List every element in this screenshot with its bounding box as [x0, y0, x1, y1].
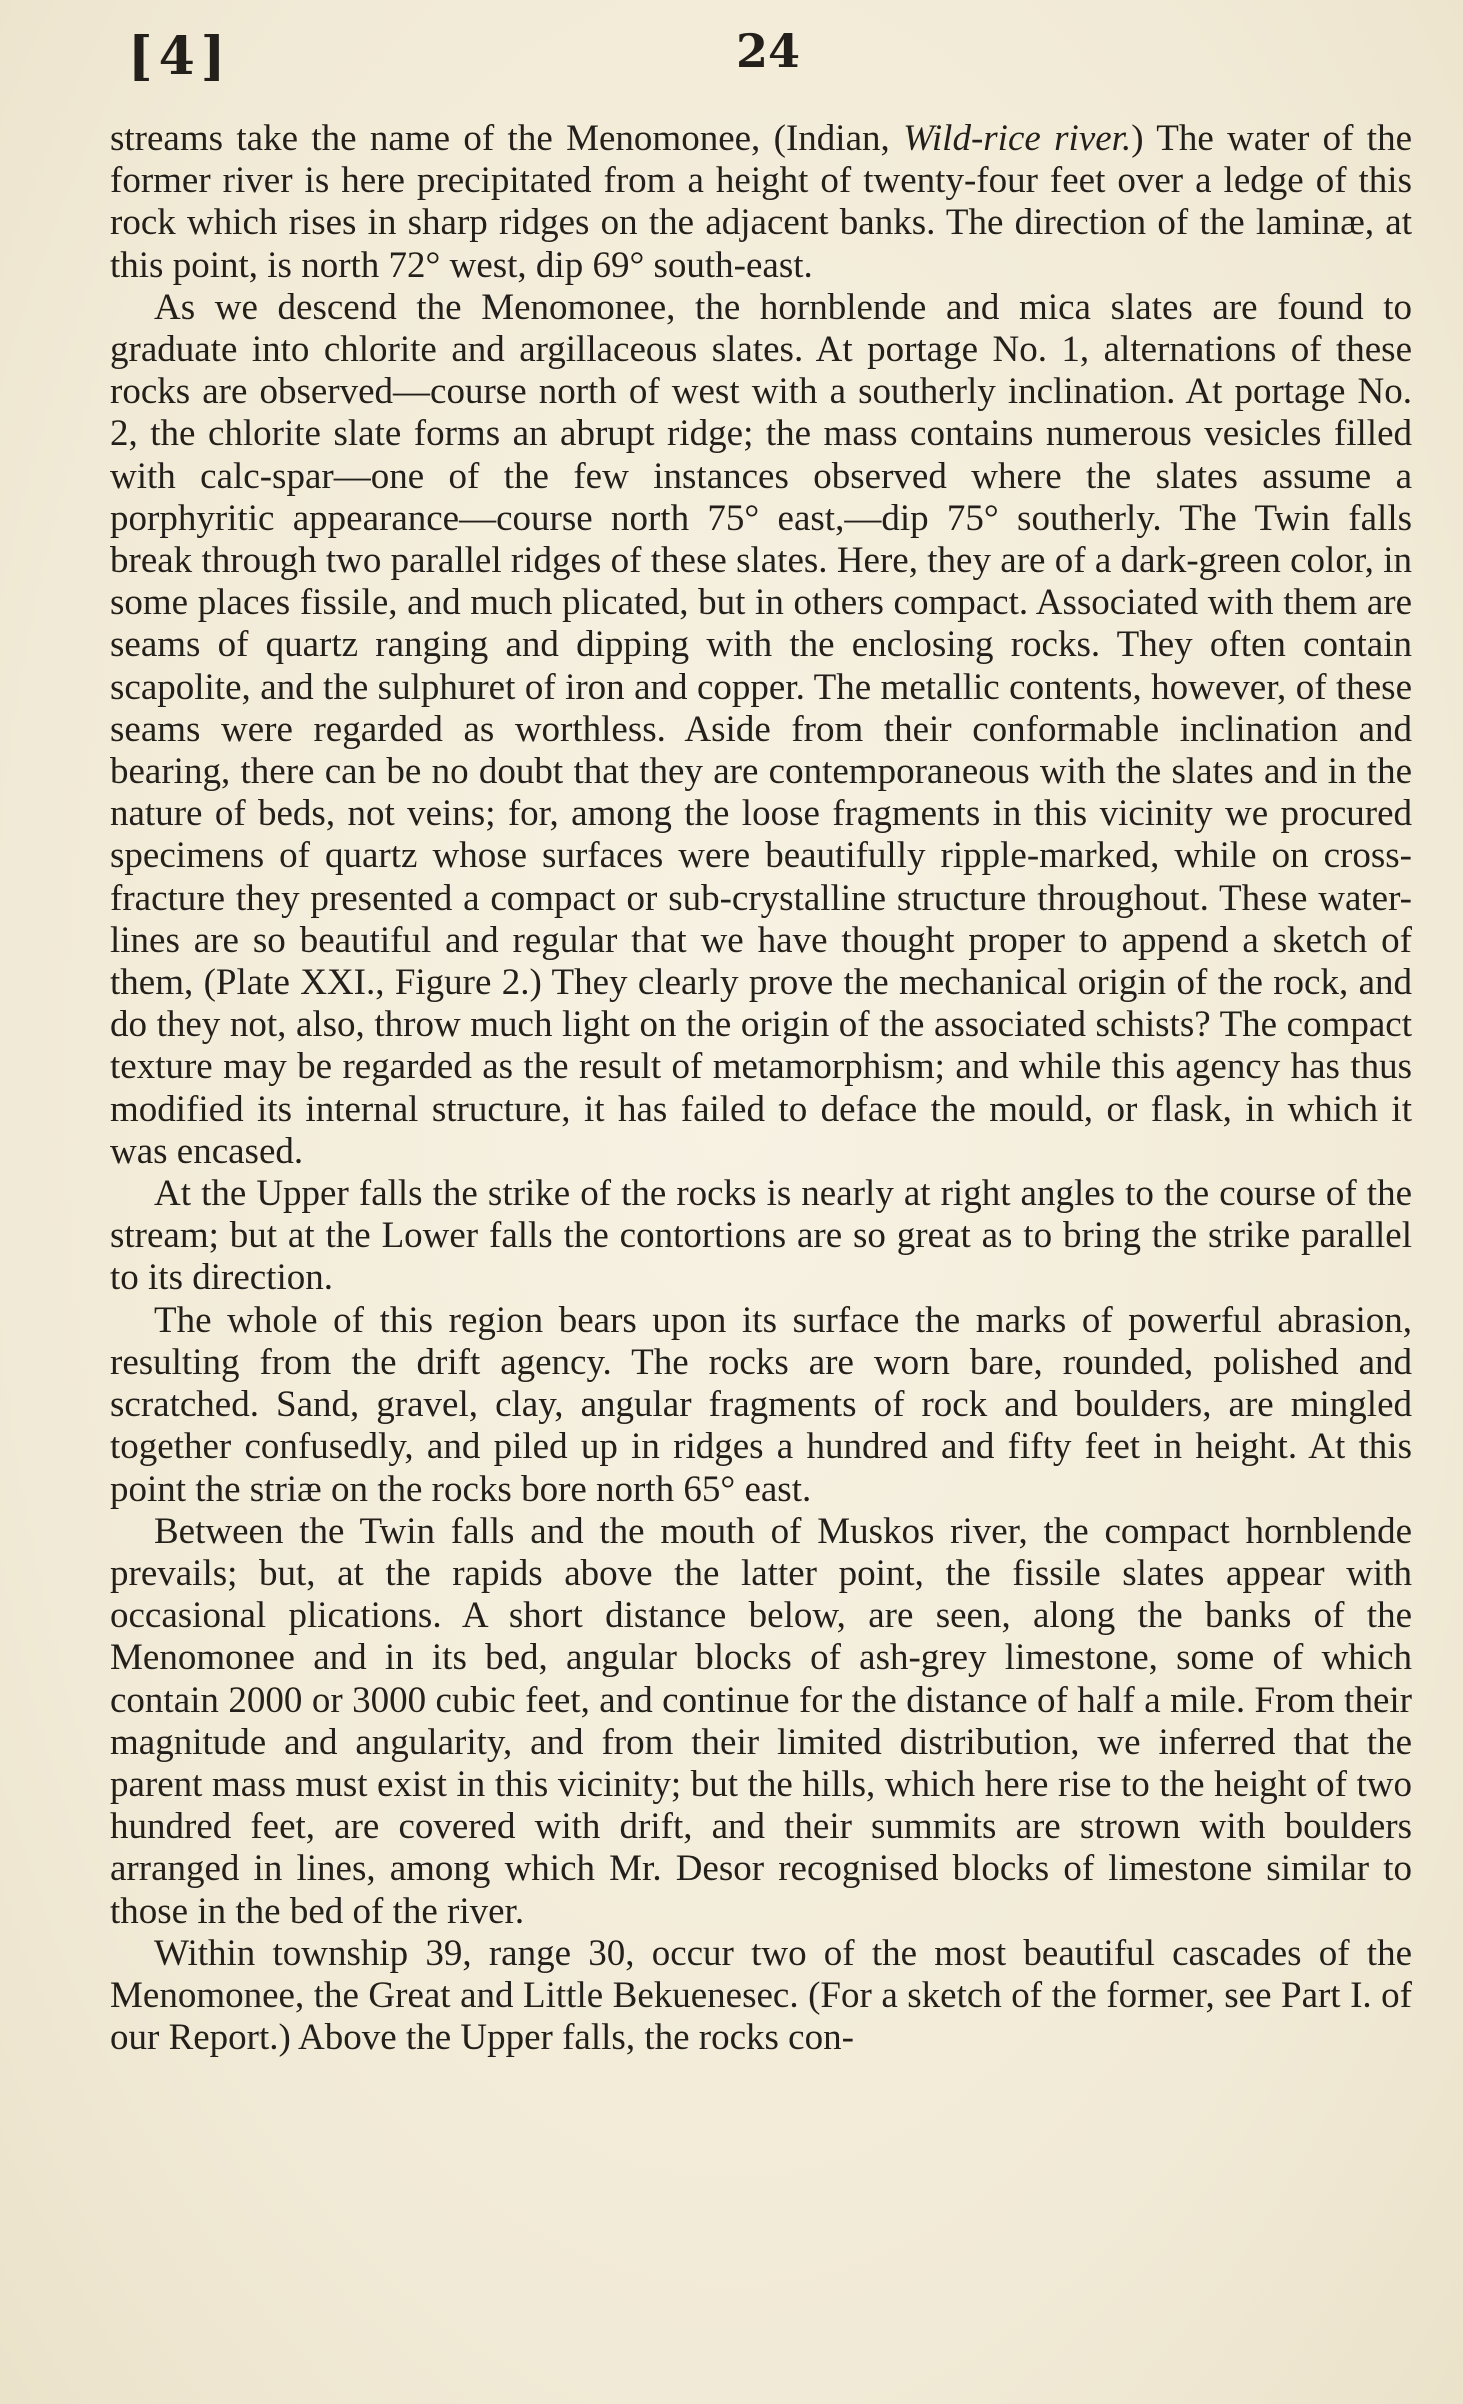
paragraph-3: At the Upper falls the strike of the rocks is nearly at right angles to the course of the stream; but at the Lower falls the contortions are so great as to bring the strike parallel to its direction. [110, 1173, 1412, 1299]
paragraph-6: Within township 39, range 30, occur two of the most beautiful cascades of the Menomonee, the Great and Little Bekuenesec. (For a sketch of the former, see Part I. of our Report.) Above the Upper falls, the rocks con- [110, 1932, 1412, 2059]
paragraph-1-rest: ) The water of the former river is here precipitated from a height of twenty-four feet over a ledge of this rock which rises in sharp ridges on the adjacent banks. The direction of the laminæ, at this point, is north 72° west, dip 69° south-east. [110, 118, 1412, 286]
page-header [0, 22, 1463, 92]
paragraph-1 [110, 118, 1412, 287]
paragraph-1-start: streams take the name of the Menomonee, (Indian, [110, 118, 904, 159]
page-number: 24 [736, 24, 801, 78]
signature-mark: [4] [128, 26, 232, 87]
paragraph-1-italic: Wild-rice river. [903, 118, 1132, 159]
body-text [110, 118, 1412, 2059]
paragraph-5: Between the Twin falls and the mouth of Muskos river, the compact hornblende prevails; but, at the rapids above the latter point, the fissile slates appear with occasional plications. A short distance below, are seen, along the banks of the Menomonee and in its bed, angular blocks of ash-grey limestone, some of which contain 2000 or 3000 cubic feet, and continue for the distance of half a mile. From their magnitude and angularity, and from their limited distribution, we inferred that the parent mass must exist in this vicinity; but the hills, which here rise to the height of two hundred feet, are covered with drift, and their summits are strown with boulders arranged in lines, among which Mr. Desor recognised blocks of limestone similar to those in the bed of the river. [110, 1510, 1412, 1932]
paragraph-2: As we descend the Menomonee, the hornblende and mica slates are found to graduate into chlorite and argillaceous slates. At portage No. 1, alternations of these rocks are observed—course north of west with a southerly inclination. At portage No. 2, the chlorite slate forms an abrupt ridge; the mass contains numerous vesicles filled with calc-spar—one of the few instances observed where the slates assume a porphyritic appearance—course north 75° east,—dip 75° southerly. The Twin falls break through two parallel ridges of these slates. Here, they are of a dark-green color, in some places fissile, and much plicated, but in others compact. Associated with them are seams of quartz ranging and dipping with the enclosing rocks. They often contain scapolite, and the sulphuret of iron and copper. The metallic contents, however, of these seams were regarded as worthless. Aside from their conformable inclination and bearing, there can be no doubt that they are contemporaneous with the slates and in the nature of beds, not veins; for, among the loose fragments in this vicinity we procured specimens of quartz whose surfaces were beautifully ripple-marked, while on cross-fracture they presented a compact or sub-crystalline structure throughout. These water-lines are so beautiful and regular that we have thought proper to append a sketch of them, (Plate XXI., Figure 2.) They clearly prove the mechanical origin of the rock, and do they not, also, throw much light on the origin of the associated schists? The compact texture may be regarded as the result of metamorphism; and while this agency has thus modified its internal structure, it has failed to deface the mould, or flask, in which it was encased. [110, 286, 1412, 1172]
paragraph-4: The whole of this region bears upon its surface the marks of powerful abrasion, resulting from the drift agency. The rocks are worn bare, rounded, polished and scratched. Sand, gravel, clay, angular fragments of rock and boulders, are mingled together confusedly, and piled up in ridges a hundred and fifty feet in height. At this point the striæ on the rocks bore north 65° east. [110, 1299, 1412, 1510]
